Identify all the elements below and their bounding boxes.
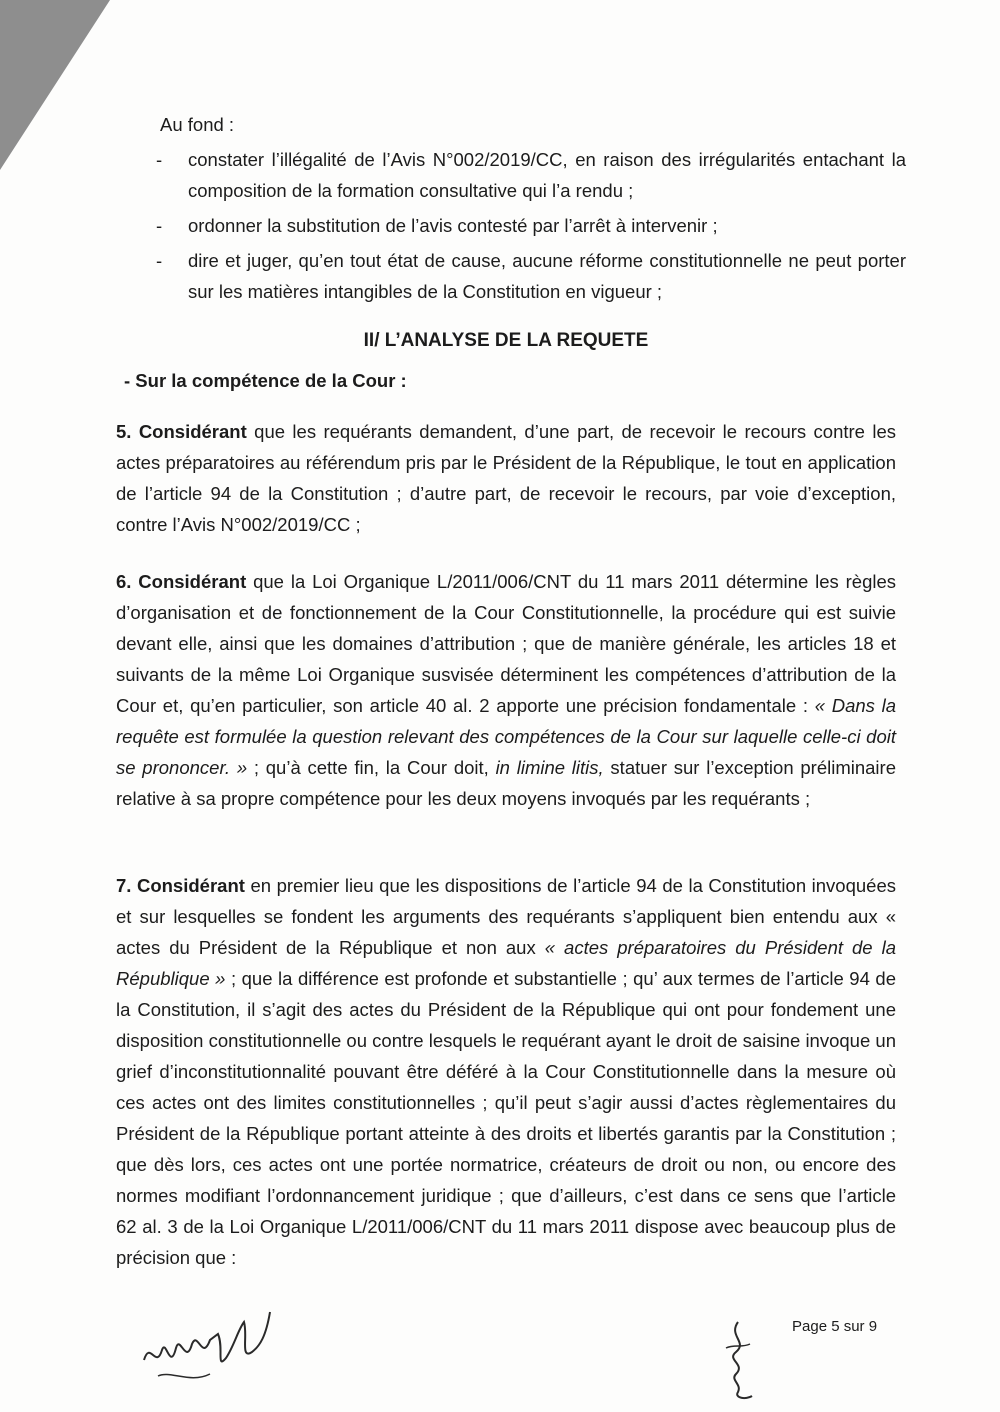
- paragraph-lead: 5. Considérant: [116, 421, 247, 442]
- list-item-text: constater l’illégalité de l’Avis N°002/2019/CC, en raison des irrégularités entachant la composition de la formation consultative qui l’a rendu ;: [188, 149, 906, 201]
- bullet-dash: -: [156, 250, 163, 271]
- paragraph-text: ; que la différence est profonde et substantielle ; qu’ aux termes de l’article 94 de la Constitution, il s’agit des actes du Président de la République qui ont pour fondement une disposition constitutionnelle ou contre lesquels le requérant ayant le droit de saisine invoque un grief d’inconstitutionnalité pouvant être déféré à la Cour Constitutionnelle dans la mesure où ces actes ont des limites constitutionnelles ; qu’il peut s’agir aussi d’actes règlementaires du Président de la République portant atteinte à des droits et libertés garantis par la Constitution ; que dès lors, ces actes ont une portée normatrice, créateurs de droit ou non, ou encore des normes modifiant l’ordonnancement juridique ; que d’ailleurs, c’est dans ce sens que l’article 62 al. 3 de la Loi Organique L/2011/006/CNT du 11 mars 2011 dispose avec beaucoup plus de précision que :: [116, 968, 896, 1268]
- list-item-text: ordonner la substitution de l’avis contesté par l’arrêt à intervenir ;: [188, 215, 718, 236]
- list-item: [156, 210, 906, 241]
- signature-right: [718, 1318, 762, 1409]
- paragraph-text: que la Loi Organique L/2011/006/CNT du 11 mars 2011 détermine les règles d’organisation et de fonctionnement de la Cour Constitutionnelle, la procédure qui est suivie devant elle, ainsi que les domaines d’attribution ; que de manière générale, les articles 18 et suivants de la même Loi Organique susvisée déterminent les compétences d’attribution de la Cour et, qu’en particulier, son article 40 al. 2 apporte une précision fondamentale :: [116, 571, 897, 716]
- paragraph-text: que les requérants demandent, d’une part, de recevoir le recours contre les actes préparatoires au référendum pris par le Président de la République, le tout en application de l’article 94 de la Constitution ; d’autre part, de recevoir le recours, par voie d’exception, contre l’Avis N°002/2019/CC ;: [116, 421, 896, 535]
- paragraph-7: [116, 870, 896, 1273]
- paragraph-5: [116, 416, 896, 540]
- paragraph-text: en premier lieu que les dispositions de l’article 94 de la Constitution invoquées et sur lesquelles se fondent les arguments des requérants s’appliquent bien entendu aux « actes du Président de la République et non aux: [116, 875, 896, 958]
- paragraph-text: ; qu’à cette fin, la Cour doit,: [247, 757, 496, 778]
- au-fond-heading: Au fond :: [160, 114, 235, 135]
- quoted-phrase: « actes préparatoires du Président de la République »: [116, 937, 896, 989]
- request-list: [156, 144, 906, 311]
- list-item-text: dire et juger, qu’en tout état de cause, aucune réforme constitutionnelle ne peut porter sur les matières intangibles de la Constitution en vigueur ;: [188, 250, 906, 302]
- bullet-dash: -: [156, 215, 163, 236]
- page-number: Page 5 sur 9: [792, 1318, 878, 1335]
- paragraph-lead: 6. Considérant: [116, 571, 247, 592]
- subsection-title: - Sur la compétence de la Cour :: [124, 370, 407, 391]
- paragraph-text: statuer sur l’exception préliminaire relative à sa propre compétence pour les deux moyens invoqués par les requérants ;: [116, 757, 896, 809]
- latin-phrase: in limine litis,: [495, 757, 604, 778]
- scan-shadow-corner: [0, 0, 110, 170]
- signature-left: [140, 1300, 290, 1395]
- bullet-dash: -: [156, 149, 163, 170]
- section-title: II/ L’ANALYSE DE LA REQUETE: [363, 330, 649, 351]
- paragraph-lead: 7. Considérant: [116, 875, 245, 896]
- quoted-article: « Dans la requête est formulée la question relevant des compétences de la Cour sur laquelle celle-ci doit se prononcer. »: [116, 695, 897, 778]
- list-item: [156, 245, 906, 307]
- list-item: [156, 144, 906, 206]
- paragraph-6: [116, 566, 896, 814]
